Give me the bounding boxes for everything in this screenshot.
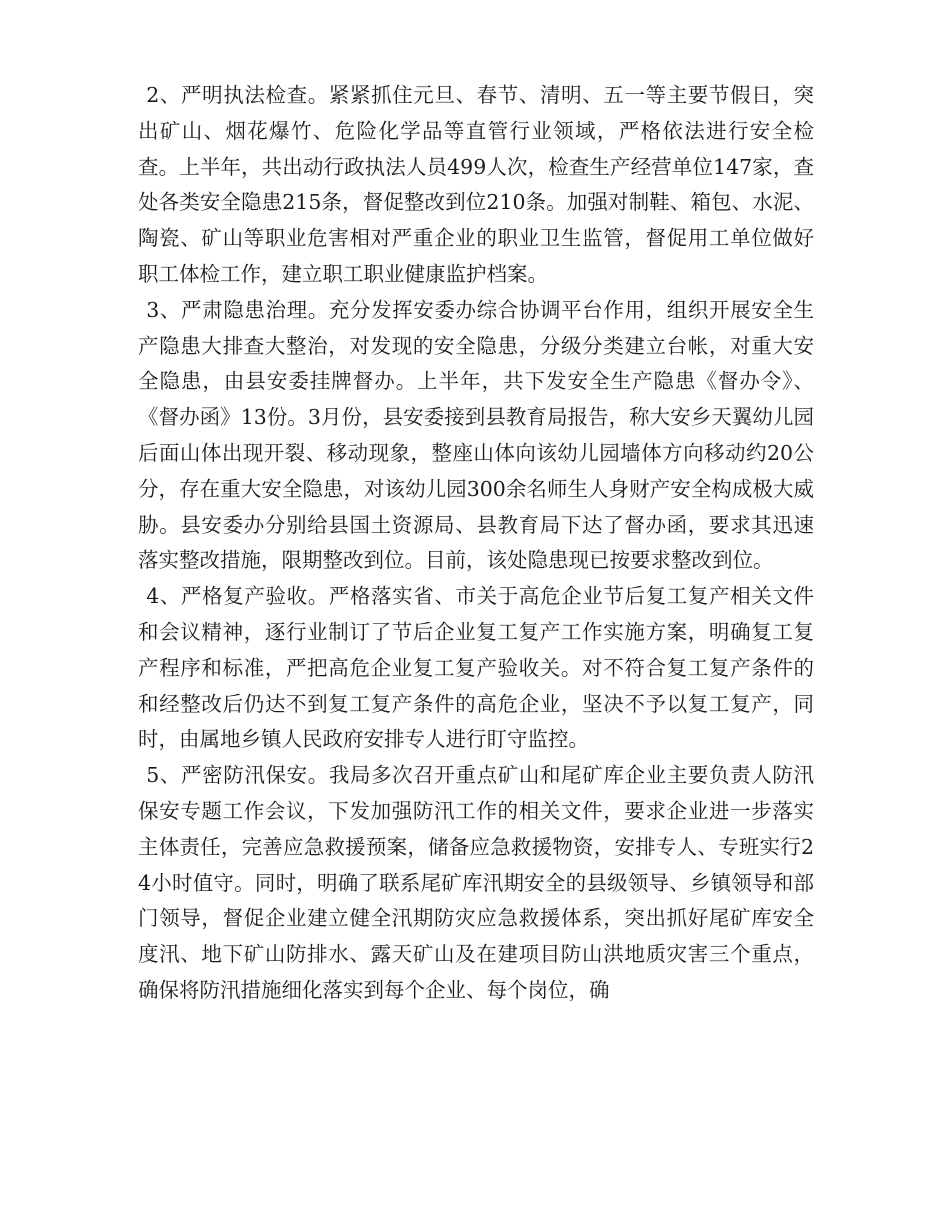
paragraph-flood-prevention: 5、严密防汛保安。我局多次召开重点矿山和尾矿库企业主要负责人防汛保安专题工作会议，下发加强防汛工作的相关文件，要求企业进一步落实主体责任，完善应急救援预案，储备应急救援物资，安排专人、专班实行24小时值守。同时，明确了联系尾矿库汛期安全的县级领导、乡镇领导和部门领导，督促企业建立健全汛期防灾应急救援体系，突出抓好尾矿库安全度汛、地下矿山防排水、露天矿山及在建项目防山洪地质灾害三个重点，确保将防汛措施细化落实到每个企业、每个岗位，确 [138,763,814,1002]
paragraph-hazard-governance: 3、严肃隐患治理。充分发挥安委办综合协调平台作用，组织开展安全生产隐患大排查大整治，对发现的安全隐患，分级分类建立台帐，对重大安全隐患，由县安委挂牌督办。上半年，共下发安全生产隐患《督办令》、《督办函》13份。3月份，县安委接到县教育局报告，称大安乡天翼幼儿园后面山体出现开裂、移动现象，整座山体向该幼儿园墙体方向移动约20公分，存在重大安全隐患，对该幼儿园300余名师生人身财产安全构成极大威胁。县安委办分别给县国土资源局、县教育局下达了督办函，要求其迅速落实整改措施，限期整改到位。目前，该处隐患现已按要求整改到位。 [138,297,814,573]
paragraph-production-resumption-acceptance: 4、严格复产验收。严格落实省、市关于高危企业节后复工复产相关文件和会议精神，逐行业制订了节后企业复工复产工作实施方案，明确复工复产程序和标准，严把高危企业复工复产验收关。对不符合复工复产条件的和经整改后仍达不到复工复产条件的高危企业，坚决不予以复工复产，同时，由属地乡镇人民政府安排专人进行盯守监控。 [138,584,814,752]
document-body [138,78,814,1009]
paragraph-law-enforcement-inspection: 2、严明执法检查。紧紧抓住元旦、春节、清明、五一等主要节假日，突出矿山、烟花爆竹、危险化学品等直管行业领域，严格依法进行安全检查。上半年，共出动行政执法人员499人次，检查生产经营单位147家，查处各类安全隐患215条，督促整改到位210条。加强对制鞋、箱包、水泥、陶瓷、矿山等职业危害相对严重企业的职业卫生监管，督促用工单位做好职工体检工作，建立职工职业健康监护档案。 [138,83,814,286]
